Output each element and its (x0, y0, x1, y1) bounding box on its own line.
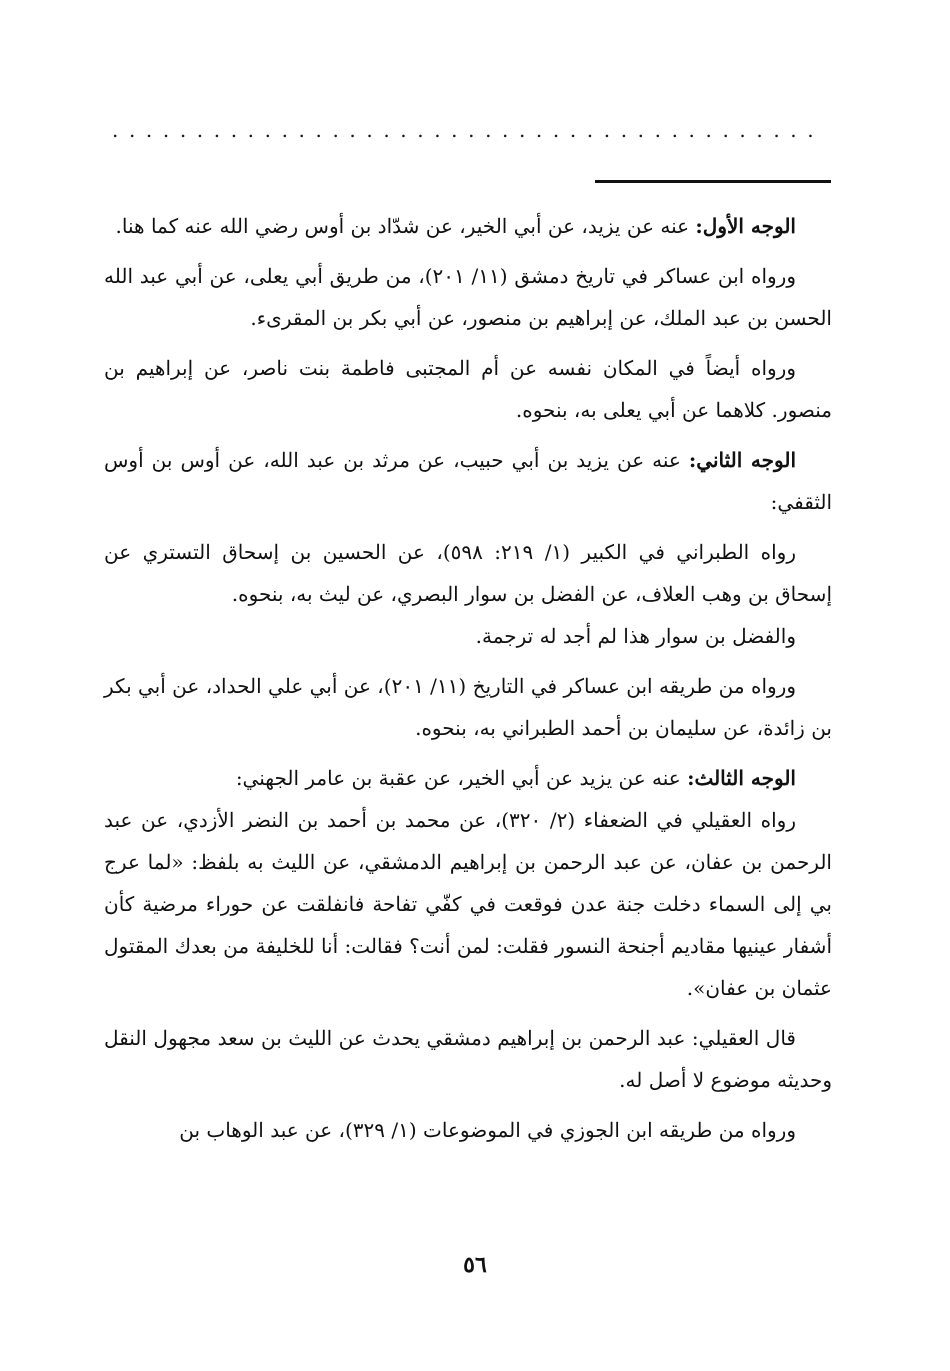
paragraph-1 (104, 205, 832, 247)
paragraph-text: ورواه أيضاً في المكان نفسه عن أم المجتبى فاطمة بنت ناصر، عن إبراهيم بن منصور. كلاهما عن أبي يعلى به، بنحوه. (104, 356, 832, 422)
paragraph-10 (104, 1017, 832, 1101)
paragraph-text: عنه عن يزيد بن أبي حبيب، عن مرثد بن عبد الله، عن أوس بن أوس الثقفي: (104, 448, 832, 514)
paragraph-2 (104, 255, 832, 339)
footnote-rule (595, 180, 831, 183)
paragraph-7 (104, 665, 832, 749)
paragraph-6 (104, 615, 832, 657)
paragraph-text: ورواه من طريقه ابن الجوزي في الموضوعات (١/ ٣٢٩)، عن عبد الوهاب بن (179, 1118, 796, 1142)
paragraph-3 (104, 347, 832, 431)
page-number: ٥٦ (463, 1252, 487, 1278)
paragraph-8 (104, 757, 832, 799)
paragraph-text: ورواه من طريقه ابن عساكر في التاريخ (١١/ ٢٠١)، عن أبي علي الحداد، عن أبي بكر بن زائدة، عن سليمان بن أحمد الطبراني به، بنحوه. (104, 674, 832, 740)
paragraph-text: والفضل بن سوار هذا لم أجد له ترجمة. (475, 624, 796, 648)
paragraph-label: الوجه الثالث: (687, 766, 796, 790)
paragraph-9 (104, 799, 832, 1009)
paragraph-text: عنه عن يزيد، عن أبي الخير، عن شدّاد بن أوس رضي الله عنه كما هنا. (115, 214, 696, 238)
page-body (104, 205, 832, 1159)
paragraph-5 (104, 531, 832, 615)
paragraph-text: قال العقيلي: عبد الرحمن بن إبراهيم دمشقي يحدث عن الليث بن سعد مجهول النقل وحديثه موضوع لا أصل له. (104, 1026, 832, 1092)
paragraph-text: رواه الطبراني في الكبير (١/ ٢١٩: ٥٩٨)، عن الحسين بن إسحاق التستري عن إسحاق بن وهب العلاف، عن الفضل بن سوار البصري، عن ليث به، بنحوه. (104, 540, 832, 606)
paragraph-text: عنه عن يزيد عن أبي الخير، عن عقبة بن عامر الجهني: (235, 766, 688, 790)
paragraph-label: الوجه الأول: (695, 214, 796, 238)
paragraph-text: ورواه ابن عساكر في تاريخ دمشق (١١/ ٢٠١)، من طريق أبي يعلى، عن أبي عبد الله الحسن بن عبد الملك، عن إبراهيم بن منصور، عن أبي بكر بن المقرىء. (104, 264, 832, 330)
dotted-separator: .......................................... (112, 118, 825, 142)
paragraph-11 (104, 1109, 832, 1151)
paragraph-label: الوجه الثاني: (688, 448, 797, 472)
paragraph-4 (104, 439, 832, 523)
paragraph-text: رواه العقيلي في الضعفاء (٢/ ٣٢٠)، عن محمد بن أحمد بن النضر الأزدي، عن عبد الرحمن بن عفان، عن عبد الرحمن بن إبراهيم الدمشقي، عن الليث به بلفظ: «لما عرج بي إلى السماء دخلت جنة عدن فوقعت في كفّي تفاحة فانفلقت عن حوراء مرضية كأن أشفار عينيها مقاديم أجنحة النسور فقلت: لمن أنت؟ فقالت: أنا للخليفة من بعدك المقتول عثمان بن عفان». (104, 808, 832, 1000)
